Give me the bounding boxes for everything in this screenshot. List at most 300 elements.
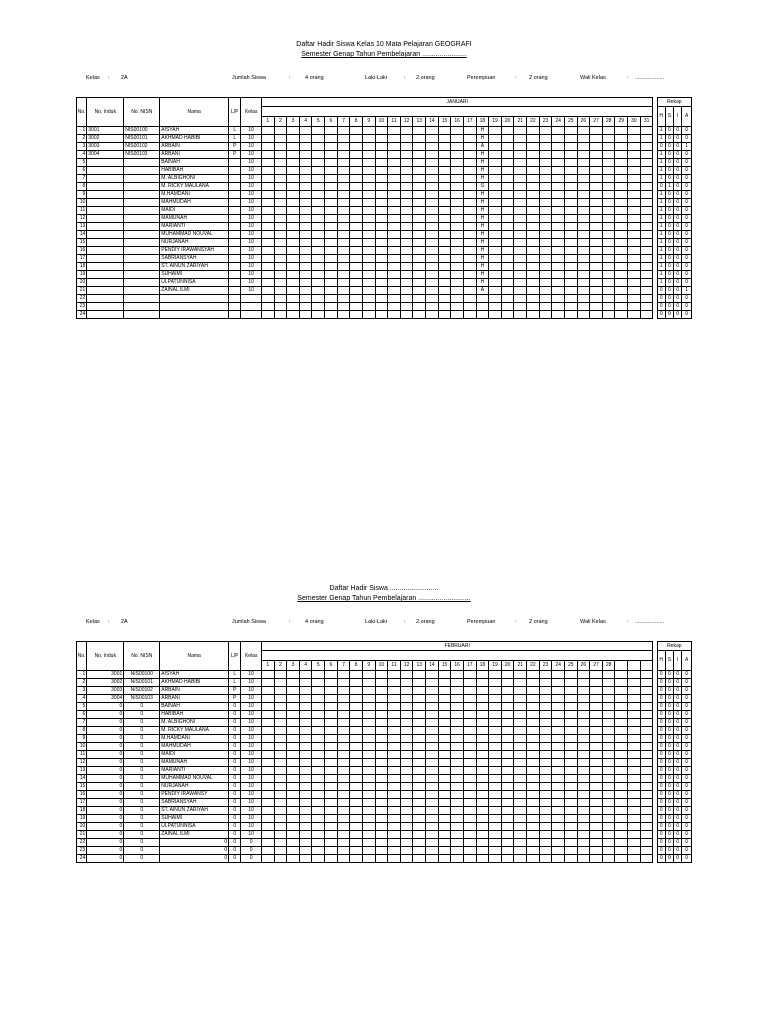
cell-day — [362, 847, 375, 855]
cell-day — [274, 239, 287, 247]
cell-day — [501, 735, 514, 743]
cell-day — [615, 303, 628, 311]
kelas-label: Kelas — [86, 75, 100, 81]
cell-day — [337, 255, 350, 263]
cell-day — [615, 703, 628, 711]
cell-day — [325, 783, 338, 791]
cell-rekap-i: 0 — [674, 295, 682, 303]
cell-day — [438, 279, 451, 287]
cell-day — [602, 239, 615, 247]
cell-day — [325, 311, 338, 319]
cell-day — [388, 263, 401, 271]
cell-day — [261, 775, 274, 783]
cell-day — [287, 847, 300, 855]
cell-day — [375, 807, 388, 815]
cell-day — [375, 839, 388, 847]
cell-day — [640, 239, 653, 247]
cell-rekap-i: 0 — [674, 767, 682, 775]
cell-day — [577, 671, 590, 679]
cell-day — [299, 695, 312, 703]
table-row — [77, 263, 692, 271]
cell-induk: 0 — [87, 727, 124, 735]
cell-day — [350, 215, 363, 223]
cell-day — [463, 791, 476, 799]
cell-rekap-h: 0 — [657, 839, 665, 847]
cell-day — [527, 815, 540, 823]
cell-day — [564, 279, 577, 287]
cell-day — [577, 231, 590, 239]
cell-rekap-i: 0 — [674, 311, 682, 319]
cell-day — [602, 847, 615, 855]
cell-day — [527, 727, 540, 735]
month-blank-row — [261, 651, 653, 661]
cell-day — [375, 271, 388, 279]
cell-day — [577, 247, 590, 255]
cell-day — [552, 207, 565, 215]
cell-day — [501, 759, 514, 767]
cell-day — [615, 287, 628, 295]
cell-induk: 0 — [87, 735, 124, 743]
cell-day — [337, 719, 350, 727]
cell-no: 5 — [77, 159, 87, 167]
cell-induk: 0 — [87, 775, 124, 783]
cell-day — [287, 783, 300, 791]
cell-day — [615, 127, 628, 135]
cell-day — [463, 831, 476, 839]
cell-nama: MAIDI — [160, 207, 229, 215]
day-header: 31 — [640, 117, 653, 127]
cell-day — [400, 847, 413, 855]
cell-day — [325, 223, 338, 231]
cell-no: 9 — [77, 191, 87, 199]
cell-day — [476, 759, 489, 767]
cell-day — [426, 751, 439, 759]
cell-day — [261, 199, 274, 207]
cell-no: 19 — [77, 271, 87, 279]
cell-day — [577, 719, 590, 727]
cell-day — [489, 191, 502, 199]
cell-day — [388, 687, 401, 695]
cell-day — [539, 247, 552, 255]
laki-value: 2 orang — [416, 619, 435, 625]
cell-day — [640, 199, 653, 207]
cell-day — [400, 855, 413, 863]
cell-day — [489, 279, 502, 287]
cell-day — [552, 799, 565, 807]
cell-day — [375, 175, 388, 183]
cell-day — [362, 855, 375, 863]
cell-day — [375, 247, 388, 255]
cell-day — [527, 263, 540, 271]
cell-rekap-a: 0 — [682, 159, 692, 167]
cell-nama: 0 — [160, 839, 229, 847]
cell-day — [362, 815, 375, 823]
cell-rekap-h: 1 — [657, 127, 665, 135]
cell-day — [476, 855, 489, 863]
cell-day — [337, 759, 350, 767]
cell-day — [476, 783, 489, 791]
cell-day — [602, 199, 615, 207]
cell-day — [362, 271, 375, 279]
cell-induk — [87, 311, 124, 319]
cell-day — [299, 831, 312, 839]
cell-day — [590, 847, 603, 855]
cell-day — [489, 135, 502, 143]
cell-day — [388, 711, 401, 719]
cell-day — [438, 767, 451, 775]
cell-day — [312, 239, 325, 247]
cell-day — [287, 743, 300, 751]
cell-day — [564, 727, 577, 735]
cell-day — [325, 807, 338, 815]
col-header-induk: No. Induk — [87, 642, 124, 671]
cell-rekap-a: 0 — [682, 671, 692, 679]
cell-nisn — [124, 207, 160, 215]
cell-day — [615, 279, 628, 287]
cell-kelas: 10 — [241, 791, 262, 799]
cell-day — [463, 735, 476, 743]
cell-rekap-i: 0 — [674, 215, 682, 223]
cell-day — [501, 727, 514, 735]
rekap-i-header: I — [674, 651, 682, 671]
cell-day — [325, 231, 338, 239]
cell-day — [552, 231, 565, 239]
cell-day — [602, 175, 615, 183]
cell-day — [400, 151, 413, 159]
cell-day — [539, 727, 552, 735]
cell-day — [261, 215, 274, 223]
cell-day — [501, 231, 514, 239]
cell-day — [552, 159, 565, 167]
cell-induk: 0 — [87, 807, 124, 815]
cell-day — [375, 743, 388, 751]
cell-day — [564, 847, 577, 855]
cell-rekap-s: 0 — [665, 311, 673, 319]
kelas-label: Kelas — [86, 619, 100, 625]
cell-lp: 0 — [229, 767, 241, 775]
cell-day — [388, 183, 401, 191]
cell-day — [602, 215, 615, 223]
cell-day — [476, 823, 489, 831]
cell-day — [489, 199, 502, 207]
cell-day — [426, 855, 439, 863]
cell-day — [287, 311, 300, 319]
cell-day — [261, 183, 274, 191]
cell-day — [299, 207, 312, 215]
cell-day — [312, 671, 325, 679]
cell-day — [514, 799, 527, 807]
cell-no: 21 — [77, 831, 87, 839]
cell-day — [287, 151, 300, 159]
cell-day — [350, 143, 363, 151]
cell-day — [350, 759, 363, 767]
cell-day — [287, 727, 300, 735]
cell-day — [615, 271, 628, 279]
cell-day — [577, 767, 590, 775]
cell-day — [400, 167, 413, 175]
rekap-a-header: A — [682, 107, 692, 127]
cell-nama — [160, 311, 229, 319]
attendance-sheet-february — [0, 584, 768, 861]
cell-day — [463, 143, 476, 151]
cell-day — [476, 791, 489, 799]
cell-no: 16 — [77, 247, 87, 255]
cell-rekap-s: 0 — [665, 847, 673, 855]
cell-day — [577, 159, 590, 167]
cell-day — [463, 263, 476, 271]
cell-day — [413, 727, 426, 735]
cell-rekap-h: 1 — [657, 159, 665, 167]
cell-day — [299, 671, 312, 679]
cell-day — [400, 759, 413, 767]
cell-day — [299, 303, 312, 311]
cell-day — [552, 743, 565, 751]
cell-nisn: 0 — [124, 711, 160, 719]
cell-day — [564, 231, 577, 239]
cell-day — [628, 175, 641, 183]
cell-day — [628, 815, 641, 823]
cell-rekap-h: 1 — [657, 223, 665, 231]
cell-day — [564, 751, 577, 759]
cell-day — [426, 279, 439, 287]
cell-rekap-a: 0 — [682, 255, 692, 263]
cell-day — [590, 271, 603, 279]
cell-day — [501, 687, 514, 695]
cell-day — [413, 679, 426, 687]
cell-rekap-h: 1 — [657, 215, 665, 223]
cell-day — [564, 719, 577, 727]
cell-nisn: 0 — [124, 799, 160, 807]
cell-day — [564, 167, 577, 175]
col-header-lp: L/P — [229, 642, 241, 671]
cell-day — [602, 767, 615, 775]
cell-day — [539, 687, 552, 695]
cell-day — [350, 807, 363, 815]
cell-lp: 0 — [229, 815, 241, 823]
cell-day — [426, 687, 439, 695]
cell-rekap-a: 0 — [682, 207, 692, 215]
cell-kelas: 10 — [241, 135, 262, 143]
cell-day — [337, 807, 350, 815]
cell-rekap-h: 0 — [657, 311, 665, 319]
cell-rekap-i: 0 — [674, 231, 682, 239]
cell-day — [590, 815, 603, 823]
table-row — [77, 759, 692, 767]
cell-day — [590, 279, 603, 287]
cell-day — [564, 687, 577, 695]
cell-day — [325, 751, 338, 759]
cell-day — [577, 727, 590, 735]
cell-day — [312, 223, 325, 231]
cell-day — [274, 279, 287, 287]
cell-day — [426, 135, 439, 143]
col-header-nama: Nama — [160, 98, 229, 127]
cell-day — [463, 255, 476, 263]
cell-day — [514, 847, 527, 855]
cell-day — [602, 791, 615, 799]
cell-day — [438, 191, 451, 199]
cell-day — [261, 823, 274, 831]
cell-day — [615, 255, 628, 263]
cell-day — [337, 727, 350, 735]
cell-day — [640, 191, 653, 199]
cell-day — [312, 823, 325, 831]
cell-lp: 0 — [229, 791, 241, 799]
sheet-title: Daftar Hadir Siswa ......................... — [329, 585, 439, 592]
cell-day — [463, 159, 476, 167]
cell-day — [325, 679, 338, 687]
cell-day — [463, 855, 476, 863]
cell-day — [602, 143, 615, 151]
cell-day — [337, 783, 350, 791]
cell-day — [590, 775, 603, 783]
cell-day — [489, 775, 502, 783]
cell-day — [501, 175, 514, 183]
cell-day — [426, 743, 439, 751]
cell-day — [362, 255, 375, 263]
cell-nama — [160, 295, 229, 303]
cell-day — [489, 703, 502, 711]
cell-day — [337, 183, 350, 191]
cell-day — [501, 711, 514, 719]
cell-day — [325, 127, 338, 135]
cell-day — [312, 719, 325, 727]
cell-day — [312, 679, 325, 687]
day-header: 28 — [602, 661, 615, 671]
cell-day — [552, 791, 565, 799]
cell-rekap-a: 0 — [682, 703, 692, 711]
cell-day — [590, 263, 603, 271]
cell-day — [413, 287, 426, 295]
cell-day — [413, 735, 426, 743]
cell-day — [514, 855, 527, 863]
cell-day — [476, 295, 489, 303]
cell-day — [438, 135, 451, 143]
cell-day — [628, 791, 641, 799]
cell-day — [299, 815, 312, 823]
cell-day — [489, 287, 502, 295]
cell-day — [287, 719, 300, 727]
cell-day — [388, 255, 401, 263]
cell-nisn — [124, 239, 160, 247]
cell-no: 13 — [77, 223, 87, 231]
cell-day — [640, 751, 653, 759]
cell-rekap-i: 0 — [674, 751, 682, 759]
cell-day — [451, 831, 464, 839]
table-row — [77, 847, 692, 855]
cell-day — [274, 719, 287, 727]
cell-day — [476, 799, 489, 807]
cell-day — [438, 167, 451, 175]
day-header: 11 — [388, 117, 401, 127]
cell-day — [514, 727, 527, 735]
cell-kelas: 10 — [241, 719, 262, 727]
cell-rekap-i: 0 — [674, 135, 682, 143]
cell-day — [615, 151, 628, 159]
cell-day — [577, 143, 590, 151]
cell-day — [388, 247, 401, 255]
cell-day — [274, 143, 287, 151]
cell-day — [325, 831, 338, 839]
cell-day — [375, 799, 388, 807]
cell-day — [299, 151, 312, 159]
cell-day — [325, 695, 338, 703]
cell-day — [615, 199, 628, 207]
cell-rekap-h: 0 — [657, 183, 665, 191]
cell-day — [413, 207, 426, 215]
cell-no: 15 — [77, 239, 87, 247]
colon: : — [289, 75, 291, 81]
cell-nama: ZAINAL ILMI — [160, 831, 229, 839]
cell-day — [413, 799, 426, 807]
cell-day — [312, 847, 325, 855]
cell-day — [463, 167, 476, 175]
cell-day — [564, 311, 577, 319]
cell-day — [527, 183, 540, 191]
cell-day — [426, 191, 439, 199]
cell-day — [590, 223, 603, 231]
cell-nama: M. RICKY MAULANA — [160, 183, 229, 191]
cell-lp: 0 — [229, 775, 241, 783]
cell-rekap-i: 0 — [674, 695, 682, 703]
cell-rekap-h: 1 — [657, 263, 665, 271]
cell-day — [413, 175, 426, 183]
cell-day — [590, 167, 603, 175]
cell-induk: 3002 — [87, 135, 124, 143]
cell-lp: L — [229, 679, 241, 687]
cell-day — [299, 767, 312, 775]
cell-day — [527, 135, 540, 143]
cell-day — [375, 239, 388, 247]
cell-day — [615, 775, 628, 783]
cell-rekap-i: 0 — [674, 207, 682, 215]
cell-day — [539, 695, 552, 703]
cell-day — [463, 727, 476, 735]
cell-day — [337, 199, 350, 207]
cell-day — [274, 679, 287, 687]
cell-day — [501, 791, 514, 799]
cell-day — [564, 807, 577, 815]
cell-day — [514, 695, 527, 703]
cell-day — [552, 143, 565, 151]
cell-no: 23 — [77, 847, 87, 855]
cell-day — [615, 695, 628, 703]
cell-day — [552, 151, 565, 159]
cell-day — [489, 687, 502, 695]
cell-rekap-h: 1 — [657, 279, 665, 287]
cell-day — [628, 751, 641, 759]
cell-day — [325, 167, 338, 175]
cell-day — [413, 183, 426, 191]
cell-day — [489, 247, 502, 255]
cell-day — [539, 231, 552, 239]
cell-day — [299, 311, 312, 319]
cell-day — [476, 743, 489, 751]
cell-day — [590, 855, 603, 863]
cell-day — [375, 719, 388, 727]
cell-day-mark: H — [476, 191, 489, 199]
cell-day — [337, 207, 350, 215]
cell-day — [325, 735, 338, 743]
cell-day — [426, 799, 439, 807]
cell-lp — [229, 215, 241, 223]
cell-day — [552, 191, 565, 199]
cell-day — [489, 183, 502, 191]
cell-rekap-a: 0 — [682, 687, 692, 695]
cell-day — [375, 167, 388, 175]
cell-day — [514, 247, 527, 255]
cell-day — [312, 839, 325, 847]
